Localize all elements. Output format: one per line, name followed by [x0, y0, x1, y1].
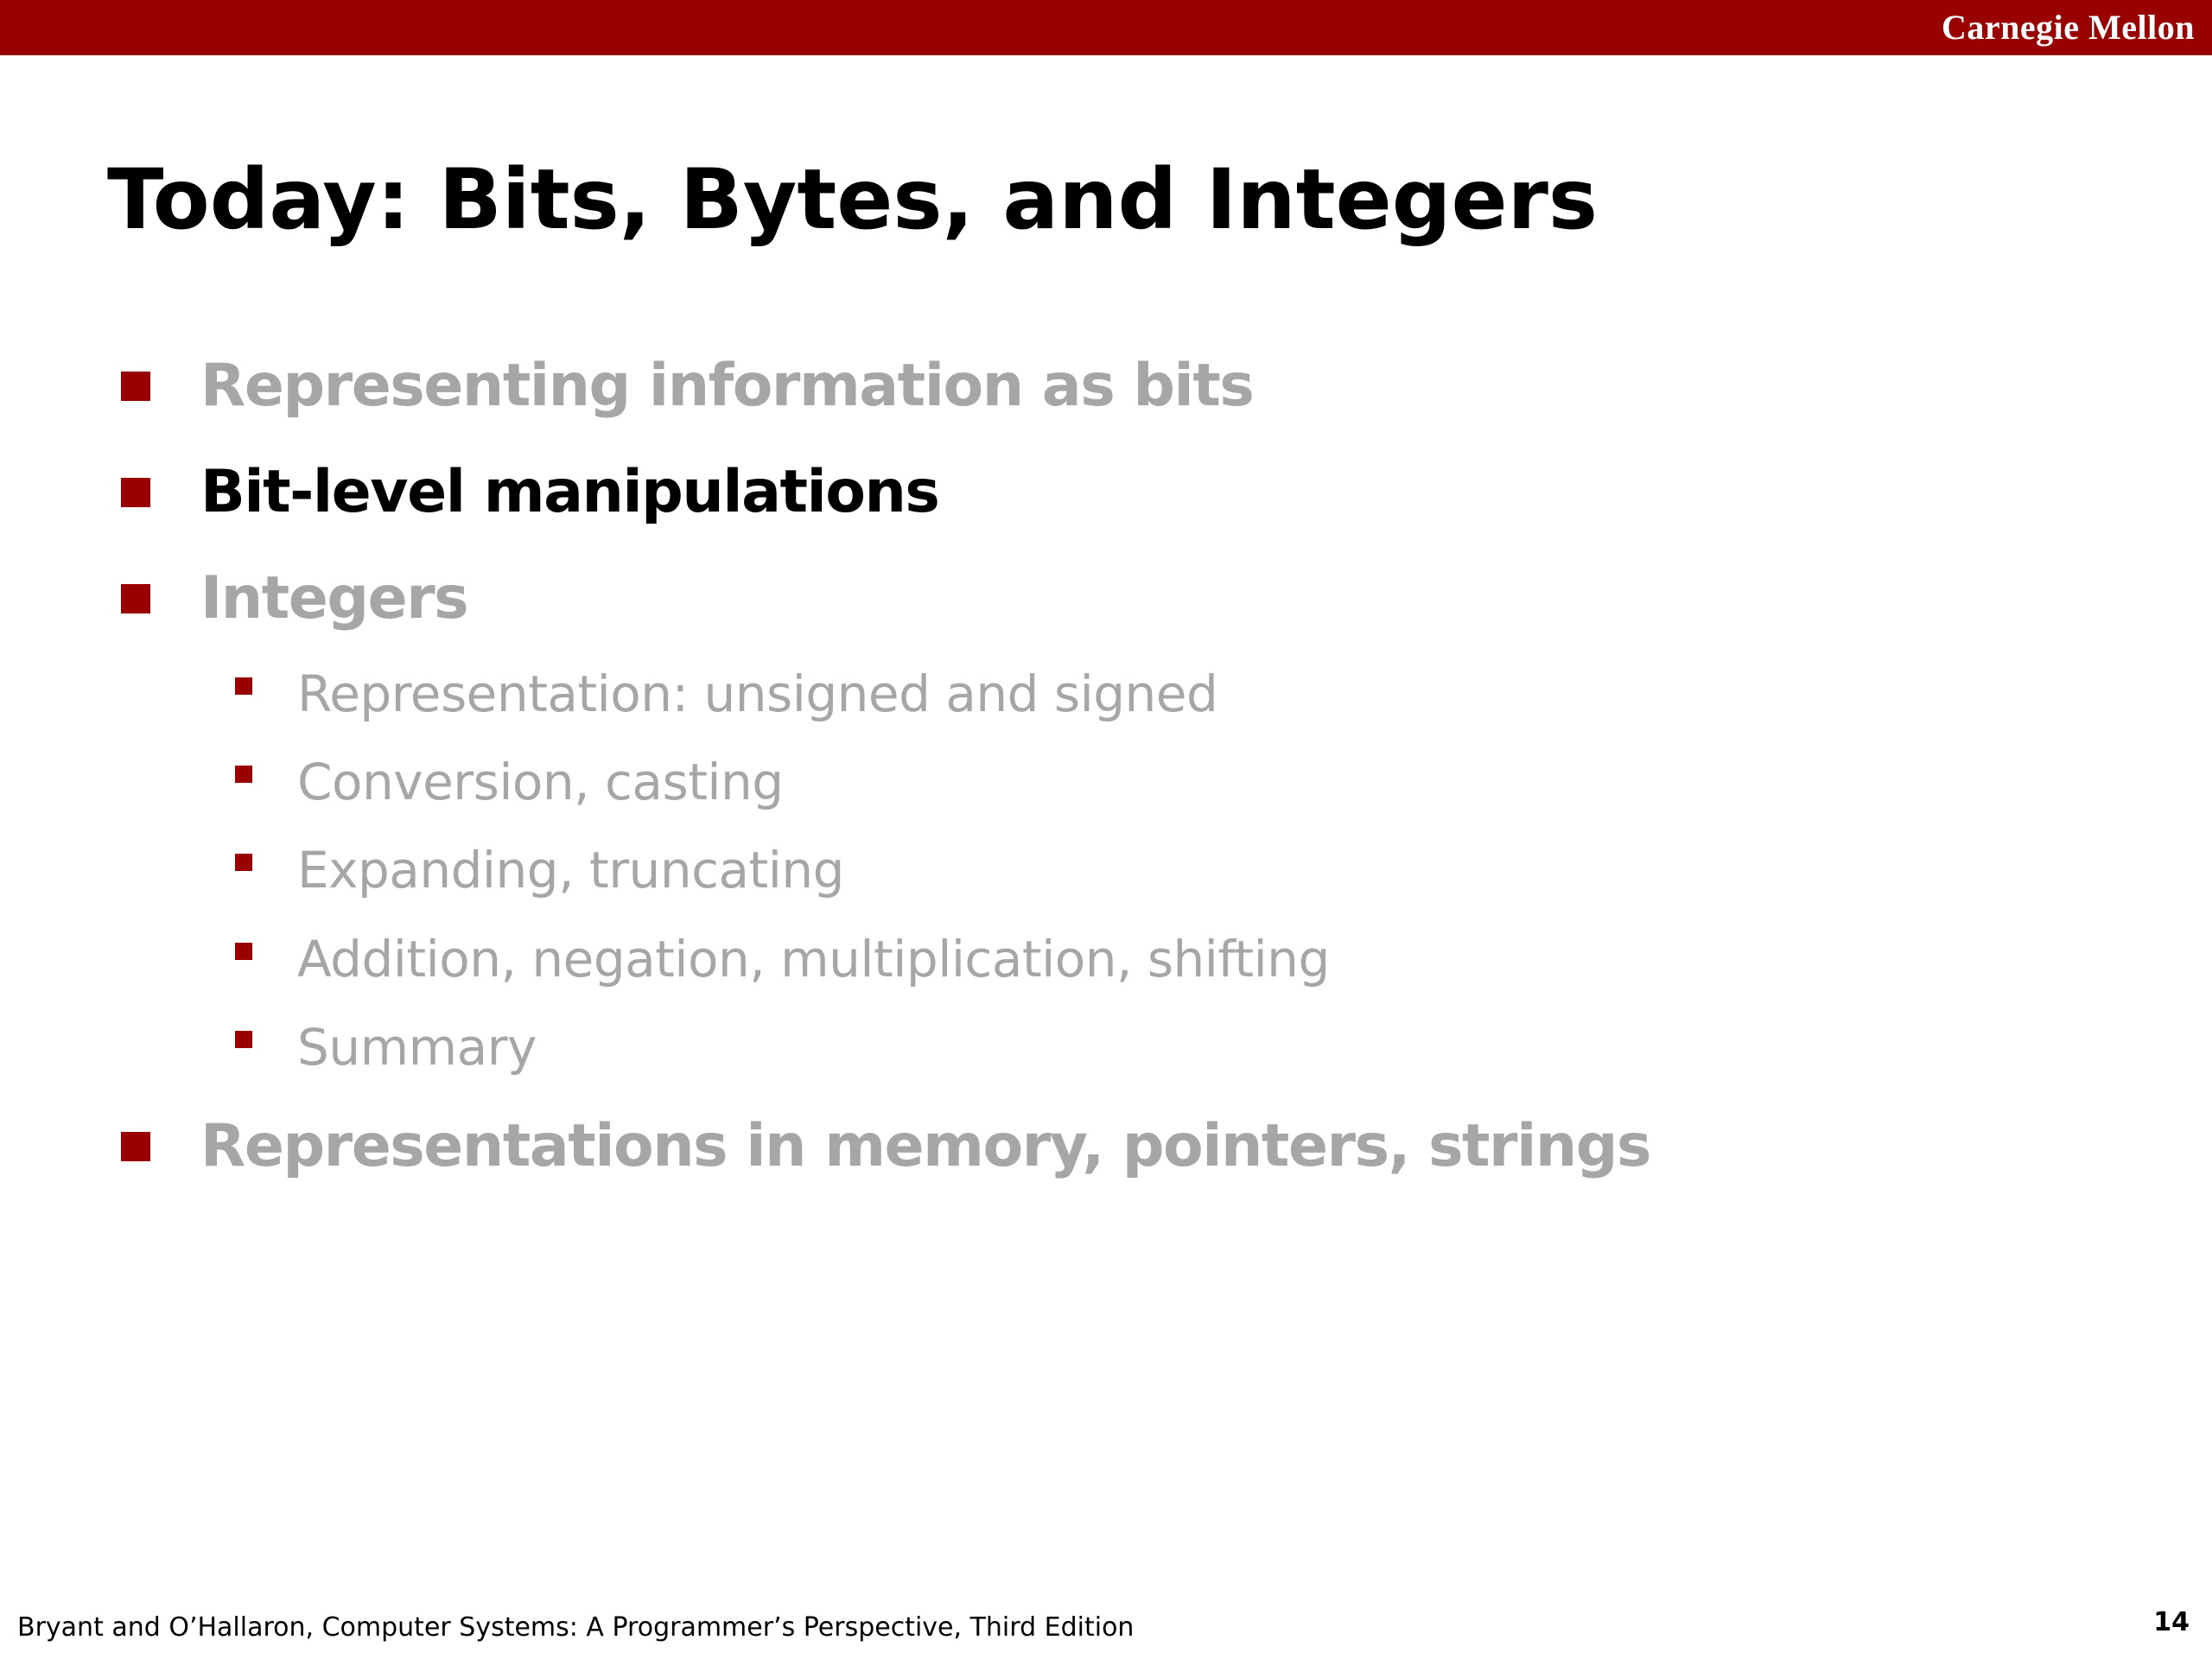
bullet-text: Integers [200, 564, 468, 632]
footer-citation: Bryant and O’Hallaron, Computer Systems: A Programmer’s Perspective, Third Edition [17, 1612, 1135, 1643]
square-bullet-icon [235, 766, 252, 783]
square-bullet-icon [235, 677, 252, 695]
sub-bullet-item [235, 1013, 537, 1082]
sub-bullet-text: Expanding, truncating [297, 841, 844, 899]
square-bullet-icon [121, 1132, 150, 1161]
square-bullet-icon [121, 372, 150, 401]
square-bullet-icon [121, 584, 150, 613]
square-bullet-icon [121, 478, 150, 507]
bullet-item [121, 560, 467, 638]
square-bullet-icon [235, 1031, 252, 1048]
bullet-item [121, 347, 1253, 425]
sub-bullet-item [235, 747, 784, 817]
square-bullet-icon [235, 943, 252, 960]
bullet-text: Representing information as bits [200, 352, 1254, 420]
header-bar [0, 0, 2212, 55]
sub-bullet-item [235, 836, 844, 905]
bullet-item [121, 1108, 1650, 1185]
sub-bullet-text: Summary [297, 1018, 537, 1077]
square-bullet-icon [235, 854, 252, 871]
org-logo-text: Carnegie Mellon [1942, 8, 2195, 47]
bullet-item-active [121, 454, 938, 531]
bullet-text: Bit-level manipulations [200, 458, 939, 526]
sub-bullet-text: Addition, negation, multiplication, shifting [297, 930, 1330, 988]
bullet-text: Representations in memory, pointers, strings [200, 1112, 1650, 1180]
page-number: 14 [2153, 1607, 2190, 1637]
sub-bullet-text: Representation: unsigned and signed [297, 664, 1218, 723]
sub-bullet-item [235, 659, 1217, 728]
slide-title: Today: Bits, Bytes, and Integers [107, 151, 1599, 248]
sub-bullet-text: Conversion, casting [297, 753, 784, 811]
sub-bullet-item [235, 925, 1330, 994]
